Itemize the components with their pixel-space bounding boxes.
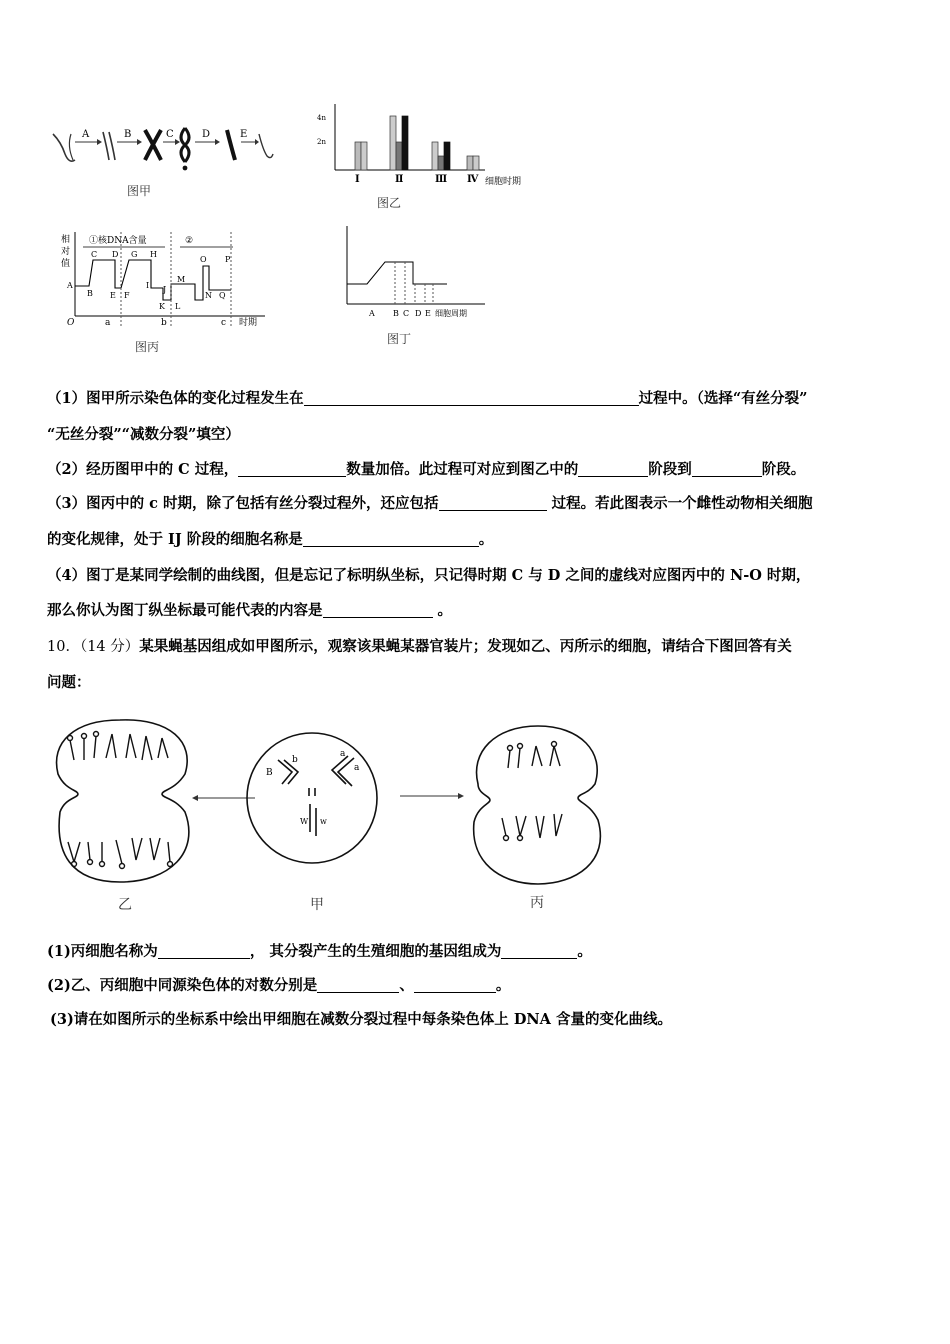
answer-blank[interactable] xyxy=(439,496,547,511)
label-a: A xyxy=(82,129,90,140)
pt-n: N xyxy=(205,291,212,300)
pt-q: Q xyxy=(219,291,226,300)
bar-2c xyxy=(402,116,408,170)
answer-blank[interactable] xyxy=(414,978,496,993)
caption-bing: 图丙 xyxy=(135,340,160,354)
pt-a: A xyxy=(67,281,73,290)
category-1: Ⅰ xyxy=(355,174,360,185)
cell-division-diagram xyxy=(50,712,620,892)
pt-j: J xyxy=(163,285,167,294)
bar-1a xyxy=(355,142,361,170)
ding-mark-a: A xyxy=(369,309,375,318)
bar-4a xyxy=(467,156,473,170)
pt-i: I xyxy=(146,281,150,290)
chromosome-change-diagram xyxy=(45,120,275,180)
pt-b: B xyxy=(87,289,93,298)
mark-b: b xyxy=(161,318,167,328)
caption-ding: 图丁 xyxy=(387,332,412,346)
mark-a: a xyxy=(105,318,111,328)
caption-yi: 图乙 xyxy=(377,196,402,210)
y-tick-2n: 2n xyxy=(317,138,326,146)
ding-mark-c: C xyxy=(403,309,410,318)
pt-o: O xyxy=(200,255,207,264)
bar-2a xyxy=(390,116,396,170)
caption-jia: 图甲 xyxy=(127,184,152,198)
bing-title-2: ② xyxy=(185,236,194,246)
pt-l: L xyxy=(175,302,181,311)
cell-bing-chromosomes xyxy=(502,742,562,841)
answer-blank[interactable] xyxy=(304,391,639,406)
y-label-3: 值 xyxy=(61,259,71,269)
answer-blank[interactable] xyxy=(303,532,479,547)
pt-k: K xyxy=(159,302,165,311)
y-label-1: 相 xyxy=(61,235,71,245)
figure-bing xyxy=(55,228,295,358)
answer-blank[interactable] xyxy=(158,944,250,959)
label-c: C xyxy=(166,129,174,140)
bing-title-1: ①核DNA含量 xyxy=(89,236,147,246)
pt-p: P xyxy=(225,255,231,264)
bing-line-chart xyxy=(55,228,295,333)
origin-o: O xyxy=(67,318,75,328)
label-d: D xyxy=(202,129,211,140)
pt-g: G xyxy=(131,250,138,259)
answer-blank[interactable] xyxy=(317,978,399,993)
figure-yi xyxy=(315,100,545,210)
pt-c: C xyxy=(91,250,98,259)
pt-m: M xyxy=(177,275,186,284)
answer-blank[interactable] xyxy=(578,462,648,477)
cell-yi-chromosomes xyxy=(68,732,173,869)
yi-bar-chart xyxy=(315,100,545,190)
bar-3a xyxy=(432,142,438,170)
bar-1b xyxy=(361,142,367,170)
ding-mark-b: B xyxy=(393,309,399,318)
q9-part4-line2: 那么你认为图丁纵坐标最可能代表的内容是 。 xyxy=(47,602,453,619)
bar-4b xyxy=(473,156,479,170)
label-b: B xyxy=(124,129,132,140)
q9-part1-line1: （1）图甲所示染色体的变化过程发生在 过程中。（选择“有丝分裂” xyxy=(47,390,808,407)
pt-e: E xyxy=(110,291,116,300)
gene-b-upper: B xyxy=(266,768,273,778)
answer-blank[interactable] xyxy=(501,944,577,959)
answer-blank[interactable] xyxy=(238,462,346,477)
ding-x-label: 细胞周期 xyxy=(435,309,467,318)
gene-w-upper: W xyxy=(300,817,309,826)
mark-c: c xyxy=(221,318,227,328)
q9-part3-line1: （3）图丙中的 c 时期，除了包括有丝分裂过程外，还应包括 过程。若此图表示一个雌性动物相关细胞 xyxy=(47,495,813,512)
category-3: Ⅲ xyxy=(435,174,448,185)
caption-yi-cell: 乙 xyxy=(118,897,132,913)
yi-x-label: 细胞时期 xyxy=(485,177,522,187)
ding-line-chart xyxy=(335,222,505,322)
bing-x-label: 时期 xyxy=(239,318,258,328)
pt-h: H xyxy=(150,250,157,259)
bar-3c xyxy=(444,142,450,170)
answer-blank[interactable] xyxy=(323,603,433,618)
q10-sub3: (3)请在如图所示的坐标系中绘出甲细胞在减数分裂过程中每条染色体上 DNA 含量的变化曲线。 xyxy=(50,1011,672,1028)
figure-cells xyxy=(50,712,620,917)
answer-blank[interactable] xyxy=(692,462,762,477)
gene-a-1: a xyxy=(340,749,346,759)
label-e: E xyxy=(240,129,248,140)
q9-part1-line2: “无丝分裂”“减数分裂”填空） xyxy=(47,426,240,443)
figure-ding xyxy=(335,222,505,352)
ding-mark-d: D xyxy=(415,309,422,318)
pt-f: F xyxy=(124,291,130,300)
caption-bing-cell: 丙 xyxy=(530,895,544,911)
gene-b-lower: b xyxy=(292,755,298,765)
q9-part4-line1: （4）图丁是某同学绘制的曲线图，但是忘记了标明纵坐标，只记得时期 C 与 D 之间的虚线对应图丙中的 N-O 时期， xyxy=(47,567,811,584)
q9-part3-line2: 的变化规律，处于 IJ 阶段的细胞名称是 。 xyxy=(47,531,494,548)
bar-2b xyxy=(396,142,402,170)
q10-sub1: (1)丙细胞名称为 ， 其分裂产生的生殖细胞的基因组成为 。 xyxy=(47,943,592,960)
category-4: Ⅳ xyxy=(467,174,479,185)
y-label-2: 对 xyxy=(61,247,71,257)
ding-mark-e: E xyxy=(425,309,431,318)
gene-w-lower: w xyxy=(320,817,327,826)
q10-sub2: (2)乙、丙细胞中同源染色体的对数分别是 、 。 xyxy=(47,977,511,994)
category-2: Ⅱ xyxy=(395,174,404,185)
pt-d: D xyxy=(112,250,119,259)
q10-stem-line1: 10．（14 分）某果蝇基因组成如甲图所示，观察该果蝇某器官装片；发现如乙、丙所示的细胞，请结合下图回答有关 xyxy=(47,638,792,655)
cell-jia-chromosomes xyxy=(278,756,354,836)
cell-jia xyxy=(247,733,377,863)
q9-part2: （2）经历图甲中的 C 过程， 数量加倍。此过程可对应到图乙中的 阶段到 阶段。 xyxy=(47,461,806,478)
gene-a-2: a xyxy=(354,763,360,773)
figure-jia xyxy=(45,120,275,200)
y-tick-4n: 4n xyxy=(317,114,326,122)
bar-3b xyxy=(438,156,444,170)
caption-jia-cell: 甲 xyxy=(310,897,324,913)
q10-stem-line2: 问题： xyxy=(47,674,91,691)
